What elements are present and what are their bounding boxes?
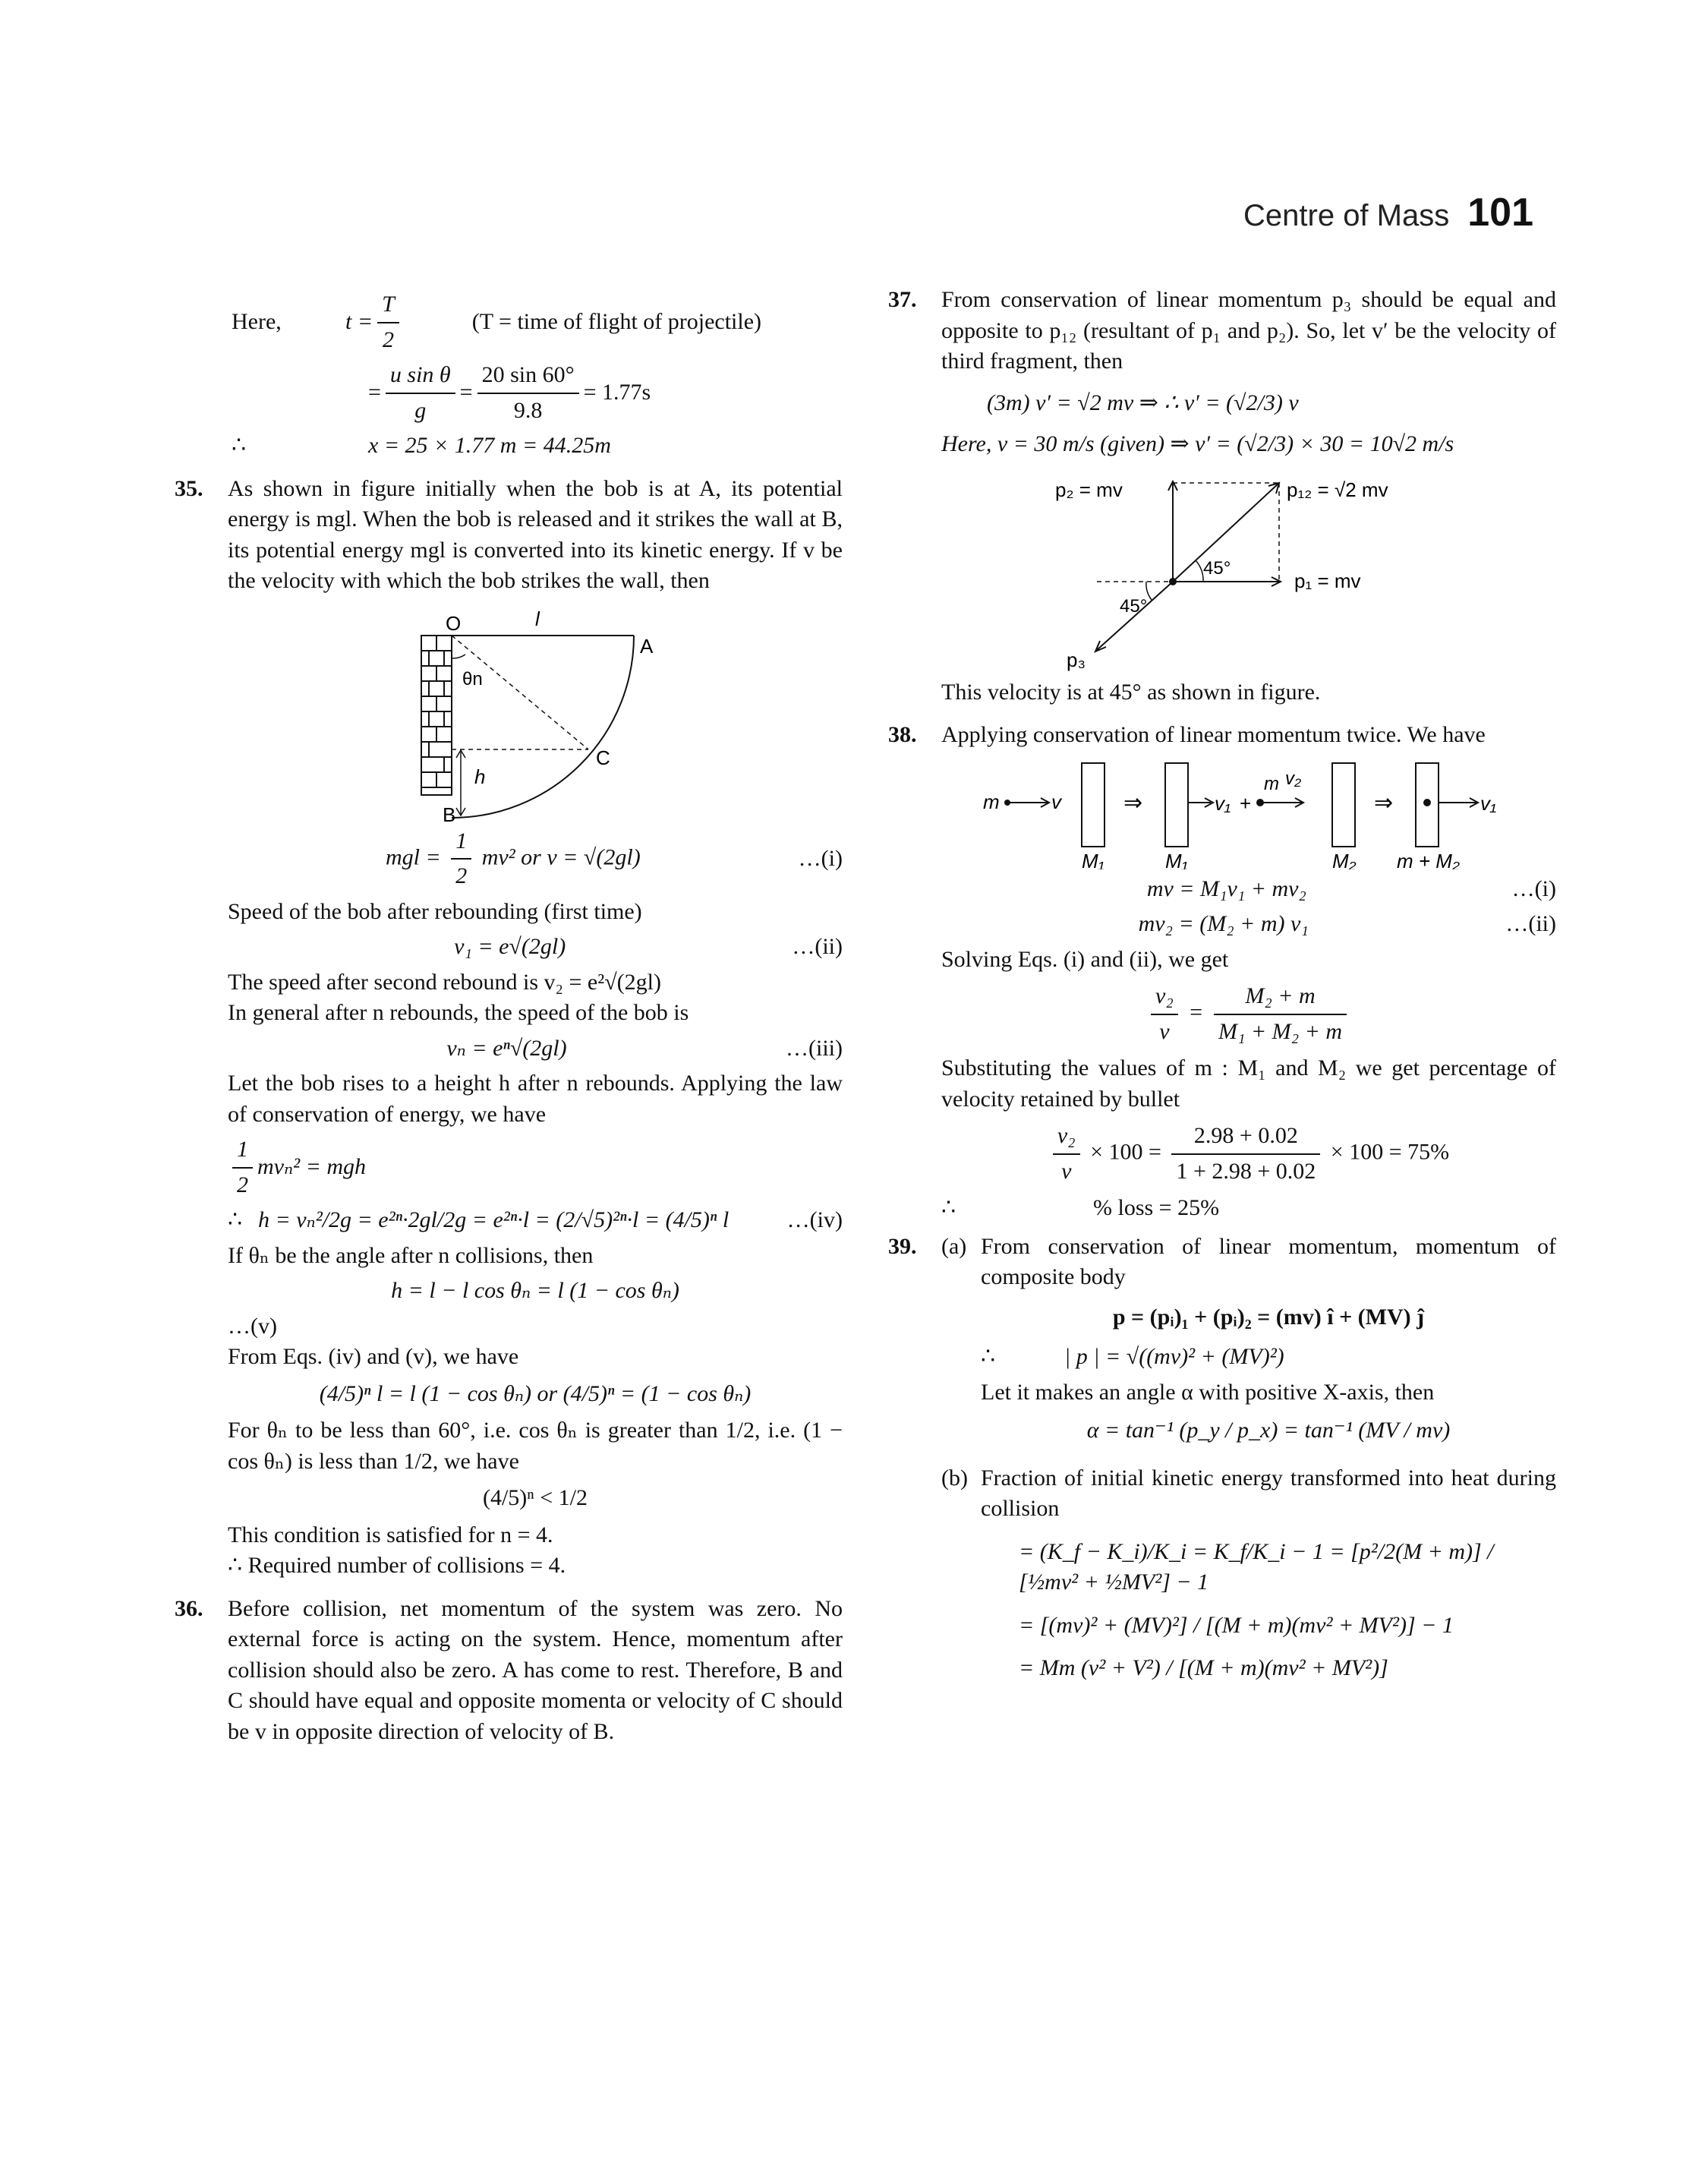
t-den: 2 [382, 327, 394, 352]
part-a-text: From conservation of linear momentum, momentum of composite body [981, 1233, 1556, 1289]
label-h: h [474, 765, 486, 788]
eq-iv-therefore: ∴ [228, 1207, 243, 1232]
part-a [941, 1232, 1556, 1446]
time-result: = 1.77s [583, 380, 651, 405]
problem-37-text: From conservation of linear momentum p₃ should be equal and opposite to p₁₂ (resultant of p₁ and p₂). So, let v′ be the velocity of third fragment, then [941, 287, 1556, 374]
energy-den: 2 [237, 1172, 248, 1197]
equation-ii [228, 932, 843, 963]
eq-38-i-tag: …(i) [1511, 875, 1556, 901]
equation-iv [228, 1205, 843, 1236]
problem-34-continuation [175, 289, 843, 462]
percent-lhs [1053, 1121, 1080, 1187]
n-rebounds-text: In general after n rebounds, the speed of the bob is [228, 1000, 689, 1025]
part-a-label: (a) [941, 1233, 967, 1259]
percent-num: 2.98 + 0.02 [1171, 1121, 1320, 1155]
from-eqs-text: From Eqs. (iv) and (v), we have [228, 1344, 519, 1369]
loss-value: % loss = 25% [1093, 1195, 1220, 1220]
therefore-symbol: ∴ [232, 433, 247, 458]
problem-37 [888, 285, 1556, 708]
ratio-lhs-den: v [1159, 1018, 1170, 1044]
eq-38-ii [941, 909, 1556, 940]
condition-satisfied-text: This condition is satisfied for n = 4. [228, 1522, 553, 1547]
speed-first-rebound-text: Speed of the bob after rebounding (first time) [228, 898, 642, 924]
eq-i-den: 2 [455, 863, 468, 888]
label-v1: v₁ [1215, 791, 1231, 815]
ratio-lhs-num: v₂ [1151, 981, 1178, 1015]
eq-i-tag: …(i) [798, 845, 843, 871]
problem-35-intro: As shown in figure initially when the bob is at A, its potential energy is mgl. When the bob is released and it strikes the wall at B, its potential energy mgl is converted into its kinetic energy. If v be the velocity with which the bob strikes the wall, then [228, 475, 843, 593]
label-p3: p₃ [1067, 648, 1086, 671]
label-angle-2: 45° [1120, 595, 1148, 617]
ratio-rhs-den: M₁ + M₂ + m [1218, 1018, 1342, 1044]
problem-number: 39. [888, 1233, 917, 1259]
substituting-text: Substituting the values of m : M₁ and M₂ we get percentage of velocity retained by bullet [941, 1055, 1556, 1112]
eq-i-num: 1 [451, 826, 471, 860]
required-collisions-text: ∴ Required number of collisions = 4. [228, 1553, 566, 1578]
right-column [888, 285, 1556, 1696]
eq-iii-tag: …(iii) [786, 1035, 843, 1061]
eq-i-lhs: mgl = [385, 844, 441, 869]
energy-equation [228, 1134, 843, 1200]
label-angle-1: 45° [1203, 557, 1231, 579]
eq-iii-body: vₙ = eⁿ√(2gl) [446, 1035, 567, 1061]
momentum-vector-figure [1051, 468, 1446, 673]
block-M1-a [1082, 763, 1105, 847]
fraction-1 [386, 360, 455, 426]
equation-vi: (4/5)ⁿ l = l (1 − cos θₙ) or (4/5)ⁿ = (1 − cos θₙ) [319, 1380, 752, 1406]
energy-num: 1 [232, 1134, 253, 1169]
fraction-1-den: g [414, 397, 427, 423]
label-A: A [640, 634, 654, 658]
t-lhs: t = [345, 309, 373, 335]
fraction-2-den: 9.8 [513, 397, 543, 423]
ke-eq-1: = (K_f − K_i)/K_i = K_f/K_i − 1 = [p²/2(M + m)] / [½mv² + ½MV²] − 1 [1019, 1538, 1494, 1595]
equation-v [228, 1276, 843, 1307]
label-C: C [596, 746, 610, 769]
ratio-rhs [1214, 981, 1347, 1047]
eq-i-body [228, 826, 799, 892]
problem-38-text: Applying conservation of linear momentum twice. We have [941, 722, 1486, 747]
eq-37-2: Here, v = 30 m/s (given) ⇒ v′ = (√2/3) × 30 = 10√2 m/s [941, 431, 1454, 456]
percent-result: × 100 = 75% [1330, 1139, 1450, 1165]
direction-text: This velocity is at 45° as shown in figure. [941, 679, 1321, 705]
arrow-2: ⇒ [1374, 790, 1394, 815]
solving-text: Solving Eqs. (i) and (ii), we get [941, 946, 1229, 972]
label-B: B [443, 803, 456, 822]
problem-number: 37. [888, 287, 917, 312]
page-number: 101 [1467, 191, 1533, 235]
part-b-label: (b) [941, 1465, 968, 1491]
inequality: (4/5)ⁿ < 1/2 [482, 1485, 588, 1510]
eq-ii-body: v₁ = e√(2gl) [454, 934, 566, 959]
problem-38 [888, 720, 1556, 1224]
label-p2: p₂ = mv [1055, 478, 1123, 501]
energy-rhs: mvₙ² = mgh [257, 1154, 367, 1180]
theta-n-text: If θₙ be the angle after n collisions, then [228, 1242, 594, 1268]
plus-sign: + [1240, 791, 1252, 815]
loss-line [941, 1193, 1556, 1224]
ratio-lhs [1151, 981, 1178, 1047]
eq-38-i [941, 874, 1556, 905]
eq-38-ii-body: mv₂ = (M₂ + m) v₁ [1138, 911, 1309, 936]
problem-number: 36. [175, 1595, 203, 1621]
page-header [1243, 190, 1533, 235]
left-column [175, 285, 843, 1747]
eq-iv-tag: …(iv) [786, 1207, 843, 1232]
label-p1: p₁ = mv [1294, 569, 1361, 592]
percent-lhs-den: v [1061, 1158, 1072, 1184]
x-result: x = 25 × 1.77 m = 44.25m [368, 433, 611, 458]
label-M2: M₂ [1332, 849, 1357, 869]
label-v: v [1051, 790, 1061, 813]
fraction-2 [477, 360, 579, 426]
energy-half [232, 1134, 253, 1200]
label-m2: m [1264, 773, 1279, 794]
percent-lhs-num: v₂ [1053, 1121, 1080, 1155]
fraction-1-num: u sin θ [386, 360, 455, 394]
ke-eq-2: = [(mv)² + (MV)²] / [(M + m)(mv² + MV²)] − 1 [1019, 1612, 1454, 1638]
angle-eq: α = tan⁻¹ (p_y / p_x) = tan⁻¹ (MV / mv) [1086, 1418, 1451, 1443]
problem-36-text: Before collision, net momentum of the system was zero. No external force is acting on the system. Hence, momentum after collision should also be zero. A has come to rest. Therefore, B and C should have equal and opposite momenta or velocity of C should be v in opposite direction of velocity of B. [228, 1595, 843, 1744]
label-p12: p₁₂ = √2 mv [1287, 478, 1388, 501]
arrow-1: ⇒ [1123, 790, 1143, 815]
x-equation [232, 431, 843, 462]
wall [421, 636, 452, 795]
label-theta: θn [462, 668, 483, 689]
block-M2 [1332, 763, 1355, 847]
a-therefore: ∴ [981, 1344, 996, 1369]
equation-i [228, 826, 843, 892]
eq-38-ii-tag: …(ii) [1505, 911, 1556, 936]
bullet-block-figure [960, 756, 1537, 869]
ke-eq-3: = Mm (v² + V²) / [(M + m)(mv² + MV²)] [1019, 1655, 1388, 1680]
angle-text: Let it makes an angle α with positive X-axis, then [981, 1379, 1435, 1405]
eq-i-rhs: mv² or v = √(2gl) [481, 844, 641, 869]
block-M1-b [1165, 763, 1188, 847]
problem-36 [175, 1594, 843, 1748]
label-O: O [446, 611, 462, 635]
time-equation [232, 289, 843, 355]
problem-number: 35. [175, 475, 203, 501]
eq-37-1: (3m) v′ = √2 mv ⇒ ∴ v′ = (√2/3) v [987, 390, 1299, 415]
pendulum-figure [406, 601, 664, 822]
chapter-title: Centre of Mass [1243, 199, 1450, 232]
eq-ii-tag: …(ii) [792, 934, 843, 959]
eq-v-body: h = l − l cos θₙ = l (1 − cos θₙ) [391, 1278, 679, 1303]
time-value-equation: = $\frac{\text{u sin θ}}{g}$ = $\frac{20 \sin 60^\circ}{9.8}$ = 1.77s [232, 360, 843, 426]
dashed-radius [452, 636, 588, 749]
equation-iii [228, 1033, 843, 1065]
part-b [941, 1463, 1556, 1684]
fraction-2-num: 20 sin 60° [477, 360, 579, 394]
energy-conservation-text: Let the bob rises to a height h after n rebounds. Applying the law of conservation of energy, we have [228, 1071, 843, 1127]
eq-v-tag: …(v) [228, 1313, 277, 1339]
eq-i-half [451, 826, 471, 892]
problem-39 [888, 1232, 1556, 1684]
label-M1-b: M₁ [1165, 849, 1188, 869]
problem-number: 38. [888, 722, 917, 747]
t-num: T [377, 289, 399, 323]
theta-condition-text: For θₙ to be less than 60°, i.e. cos θₙ is greater than 1/2, i.e. (1 − cos θₙ) is less than 1/2, we have [228, 1418, 843, 1474]
part-b-text: Fraction of initial kinetic energy transformed into heat during collision [981, 1465, 1556, 1521]
eq-iv-body: h = vₙ²/2g = e²ⁿ·2gl/2g = e²ⁿ·l = (2/√5)²ⁿ·l = (4/5)ⁿ l [258, 1207, 730, 1232]
t-note: (T = time of flight of projectile) [471, 309, 762, 335]
label-m-plus-M2: m + M₂ [1397, 849, 1460, 869]
label-v2: v₂ [1285, 768, 1302, 789]
t-fraction [377, 289, 399, 355]
problem-35 [175, 474, 843, 1582]
eq-38-i-body: mv = M₁v₁ + mv₂ [1146, 875, 1306, 901]
arc-AB [452, 636, 634, 818]
label-l: l [535, 607, 540, 630]
momentum-magnitude-eq [981, 1342, 1556, 1373]
momentum-vector-eq: p = (pᵢ)₁ + (pᵢ)₂ = (mv) î + (MV) ĵ [1112, 1304, 1425, 1330]
percent-den: 1 + 2.98 + 0.02 [1176, 1158, 1316, 1184]
second-rebound-text: The speed after second rebound is v₂ = e²√(2gl) [228, 969, 661, 995]
a-magnitude: | p | = √((mv)² + (MV)²) [1064, 1344, 1284, 1369]
eq-38-percent: $\frac{\text{v₂}}{v}$ × 100 = $\frac{2.98 + 0.02}{1 + 2.98 + 0.02}$ × 100 = 75% [941, 1121, 1556, 1187]
eq-38-ratio: $\frac{\text{v₂}}{v}$ = $\frac{\text{M₂ + m}}{\text{M₁ + M₂ + m}}$ [941, 981, 1556, 1047]
loss-therefore: ∴ [941, 1195, 956, 1220]
label-M1-a: M₁ [1082, 849, 1105, 869]
label-m: m [983, 790, 1000, 813]
ratio-rhs-num: M₂ + m [1214, 981, 1347, 1015]
percent-frac [1171, 1121, 1320, 1187]
here-label: Here, [232, 309, 282, 335]
label-v1-final: v₁ [1480, 791, 1497, 815]
